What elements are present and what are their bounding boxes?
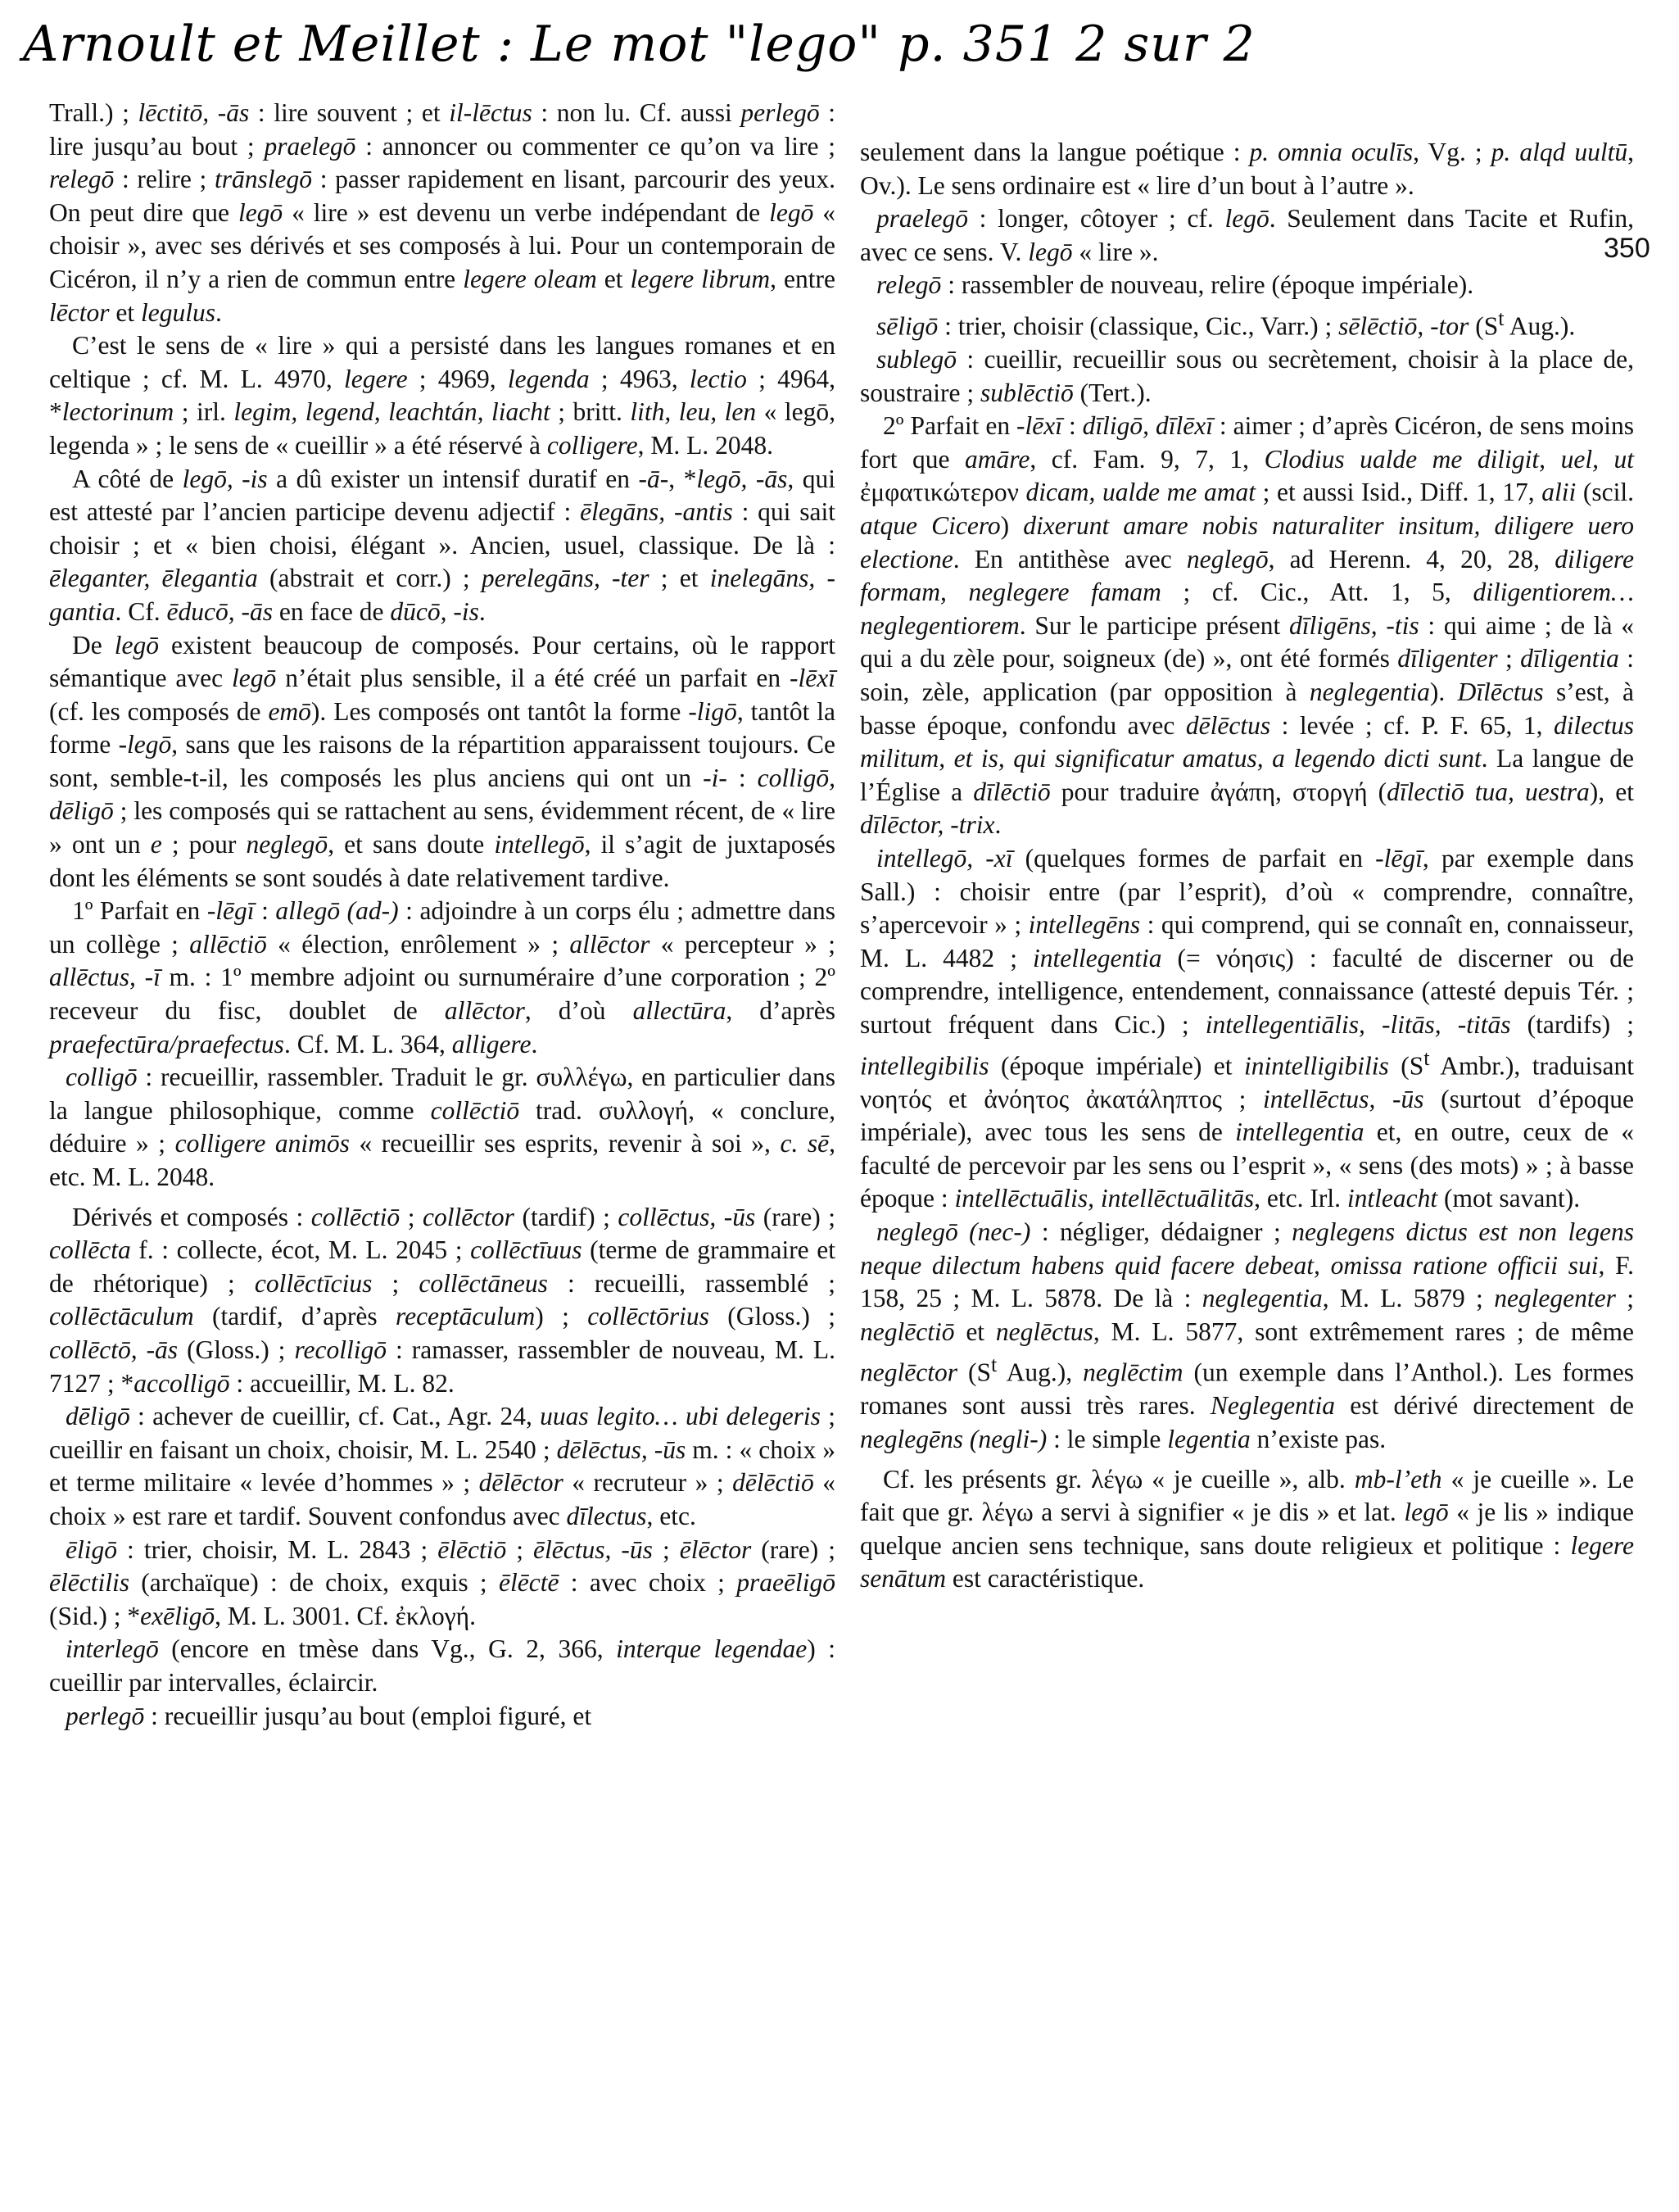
paragraph: A côté de legō, -is a dû exister un intensif duratif en -ā-, *legō, -ās, qui est attesté par l’ancien participe devenu adjectif : ēlegāns, -antis : qui sait choisir ; et « bien choisi, élégant ». Ancien, usuel, classique. De là : ēleganter, ēlegantia (abstrait et corr.) ; perelegāns, -ter ; et inelegāns, -gantia. Cf. ēducō, -ās en face de dūcō, -is. [49, 464, 835, 626]
entry-perlego: perlegō : recueillir jusqu’au bout (emploi figuré, et [66, 1701, 592, 1730]
left-column [49, 97, 835, 1733]
paragraph: Trall.) ; lēctitō, -ās : lire souvent ; et il-lēctus : non lu. Cf. aussi perlegō : lire jusqu’au bout ; praelegō : annoncer ou commenter ce qu’on va lire ; relegō : relire ; trānslegō : passer rapidement en lisant, parcourir des yeux. On peut dire que legō « lire » est devenu un verbe indépendant de legō « choisir », avec ses dérivés et ses composés à lui. Pour un contemporain de Cicéron, il n’y a rien de commun entre legere oleam et legere librum, entre lēctor et legulus. [49, 98, 836, 327]
entry-colligo: colligō : recueillir, rassembler. Traduit le gr. συλλέγω, en particulier dans la langue philosophique, comme collēctiō trad. συλλογή, « conclure, déduire » ; colligere animōs « recueillir ses esprits, revenir à soi », c. sē, etc. M. L. 2048. [49, 1063, 835, 1191]
margin-page-number: 350 [1604, 233, 1650, 264]
paragraph: De legō existent beaucoup de composés. Pour certains, où le rapport sémantique avec legō n’était plus sensible, il a été créé un parfait en -lēxī (cf. les composés de emō). Les composés ont tantôt la forme -ligō, tantôt la forme -legō, sans que les raisons de la répartition apparaissent toujours. Ce sont, semble-t-il, les composés les plus anciens qui ont un -i- : colligō, dēligō ; les composés qui se rattachent au sens, évidemment récent, de « lire » ont un e ; pour neglegō, et sans doute intellegō, il s’agit de juxtaposés dont les éléments se sont soudés à date relativement tardive. [49, 630, 835, 892]
paragraph: seulement dans la langue poétique : p. omnia oculīs, Vg. ; p. alqd uultū, Ov.). Le sens ordinaire est « lire d’un bout à l’autre ». [860, 138, 1634, 200]
paragraph: Cf. les présents gr. λέγω « je cueille », alb. mb-l’eth « je cueille ». Le fait que gr. λέγω a servi à signifier « je dis » et lat. legō « je lis » indique quelque ancien sens technique, sans doute religieux et politique : legere senātum est caractéristique. [860, 1464, 1634, 1593]
paragraph: 2º Parfait en -lēxī : dīligō, dīlēxī : aimer ; d’après Cicéron, de sens moins fort que amāre, cf. Fam. 9, 7, 1, Clodius ualde me diligit, uel, ut ἐμφατικώτερον dicam, ualde me amat ; et aussi Isid., Diff. 1, 17, alii (scil. atque Cicero) dixerunt amare nobis naturaliter insitum, diligere uero electione. En antithèse avec neglegō, ad Herenn. 4, 20, 28, diligere formam, neglegere famam ; cf. Cic., Att. 1, 5, diligentiorem… neglegentiorem. Sur le participe présent dīligēns, -tis : qui aime ; de là « qui a du zèle pour, soigneux (de) », ont été formés dīligenter ; dīligentia : soin, zèle, application (par opposition à neglegentia). Dīlēctus s’est, à basse époque, confondu avec dēlēctus : levée ; cf. P. F. 65, 1, dilectus militum, et is, qui significatur amatus, a legendo dicti sunt. La langue de l’Église a dīlēctiō pour traduire ἀγάπη, στοργή (dīlectiō tua, uestra), et dīlēctor, -trix. [860, 411, 1635, 840]
paragraph: C’est le sens de « lire » qui a persisté dans les langues romanes et en celtique ; cf. M. L. 4970, legere ; 4969, legenda ; 4963, lectio ; 4964, *lectorinum ; irl. legim, legend, leachtán, liacht ; britt. lith, leu, len « legō, legenda » ; le sens de « cueillir » a été réservé à colligere, M. L. 2048. [49, 331, 835, 460]
entry-seligo: sēligō : trier, choisir (classique, Cic., Varr.) ; sēlēctiō, -tor ($S^t$ Aug.). [876, 306, 1576, 341]
page-title: Arnoult et Meillet : Le mot "lego" p. 351 2 sur 2 [23, 16, 1256, 73]
entry-interlego: interlegō (encore en tmèse dans Vg., G. 2, 366, interque legendae) : cueillir par intervalles, éclaircir. [49, 1634, 835, 1697]
entry-relego: relegō : rassembler de nouveau, relire (époque impériale). [876, 270, 1474, 300]
right-column [860, 136, 1634, 1596]
entry-intellego: intellegō, -xī (quelques formes de parfait en -lēgī, par exemple dans Sall.) : choisir entre (par l’esprit), d’où « comprendre, connaître, s’apercevoir » ; intellegēns : qui comprend, qui se connaît en, connaisseur, M. L. 4482 ; intellegentia (= νόησις) : faculté de discerner ou de comprendre, intelligence, entendement, connaissance (attesté depuis Tér. ; surtout fréquent dans Cic.) ; intellegentiālis, -litās, -titās (tardifs) ; intellegibilis (époque impériale) et inintelligibilis ($S^t$ Ambr.), traduisant νοητός et ἀνόητος ἀκατάληπτος ; intellēctus, -ūs (surtout d’époque impériale), avec tous les sens de intellegentia et, en outre, ceux de « faculté de percevoir par les sens ou l’esprit », « sens (des mots) » ; à basse époque : intellēctuālis, intellēctuālitās, etc. Irl. intleacht (mot savant). [860, 843, 1635, 1213]
paragraph: Dérivés et composés : collēctiō ; collēctor (tardif) ; collēctus, -ūs (rare) ; collēcta f. : collecte, écot, M. L. 2045 ; collēctīuus (terme de grammaire et de rhétorique) ; collēctīcius ; collēctāneus : recueilli, rassemblé ; collēctāculum (tardif, d’après receptāculum) ; collēctōrius (Gloss.) ; collēctō, -ās (Gloss.) ; recolligō : ramasser, rassembler de nouveau, M. L. 7127 ; *accolligō : accueillir, M. L. 82. [49, 1202, 836, 1398]
entry-sublego: sublegō : cueillir, recueillir sous ou secrètement, choisir à la place de, soustraire ; sublēctiō (Tert.). [860, 345, 1634, 407]
entry-neglego: neglegō (nec-) : négliger, dédaigner ; neglegens dictus est non legens neque dilectum habens quid facere debeat, omissa ratione officii sui, F. 158, 25 ; M. L. 5878. De là : neglegentia, M. L. 5879 ; neglegenter ; neglēctiō et neglēctus, M. L. 5877, sont extrêmement rares ; de même neglēctor ($S^t$ Aug.), neglēctim (un exemple dans l’Anthol.). Les formes romanes sont aussi très rares. Neglegentia est dérivé directement de neglegēns (negli-) : le simple legentia n’existe pas. [860, 1217, 1635, 1454]
entry-deligo: dēligō : achever de cueillir, cf. Cat., Agr. 24, uuas legito… ubi delegeris ; cueillir en faisant un choix, choisir, M. L. 2540 ; dēlēctus, -ūs m. : « choix » et terme militaire « levée d’hommes » ; dēlēctor « recruteur » ; dēlēctiō « choix » est rare et tardif. Souvent confondus avec dīlectus, etc. [49, 1402, 835, 1530]
paragraph: 1º Parfait en -lēgī : allegō (ad-) : adjoindre à un corps élu ; admettre dans un collège ; allēctiō « élection, enrôlement » ; allēctor « percepteur » ; allēctus, -ī m. : 1º membre adjoint ou surnuméraire d’une corporation ; 2º receveur du fisc, doublet de allēctor, d’où allectūra, d’après praefectūra/praefectus. Cf. M. L. 364, alligere. [49, 896, 836, 1058]
entry-eligo: ēligō : trier, choisir, M. L. 2843 ; ēlēctiō ; ēlēctus, -ūs ; ēlēctor (rare) ; ēlēctilis (archaïque) : de choix, exquis ; ēlēctē : avec choix ; praeēligō (Sid.) ; *exēligō, M. L. 3001. Cf. ἐκλογή. [49, 1534, 835, 1630]
entry-praelego: praelegō : longer, côtoyer ; cf. legō. Seulement dans Tacite et Rufin, avec ce sens. V. legō « lire ». [860, 204, 1634, 266]
